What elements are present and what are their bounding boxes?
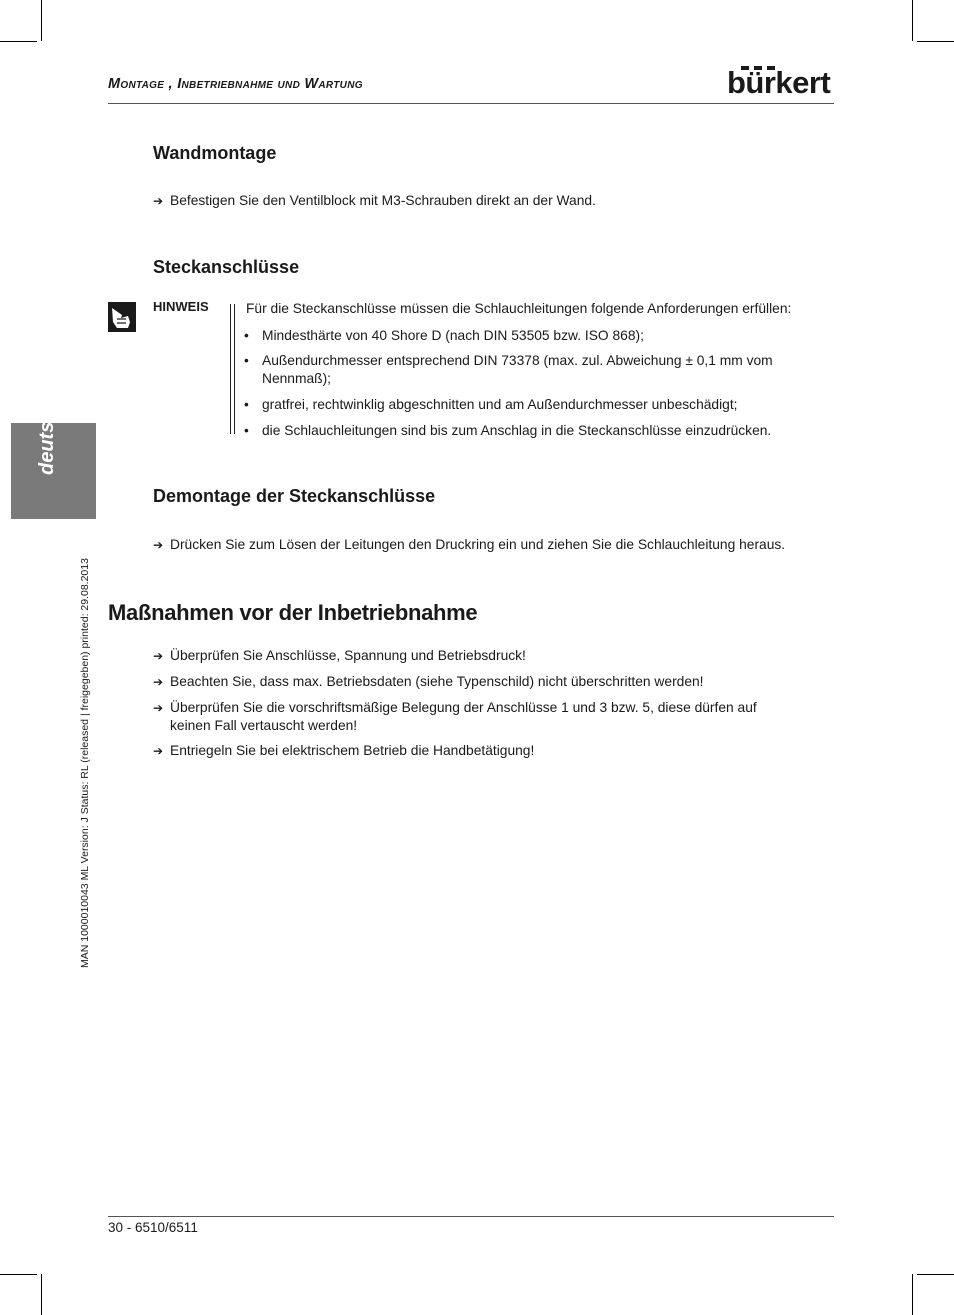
- step-text: Befestigen Sie den Ventilblock mit M3-Schrauben direkt an der Wand.: [170, 193, 596, 208]
- step-item: [153, 742, 534, 760]
- note-divider: [230, 304, 236, 434]
- note-intro: Für die Steckanschlüsse müssen die Schlauchleitungen folgende Anforderungen erfüllen:: [246, 301, 792, 316]
- note-bullet: • die Schlauchleitungen sind bis zum Anschlag in die Steckanschlüsse einzudrücken.: [244, 423, 772, 438]
- page-footer: 30 - 6510/6511: [108, 1220, 198, 1235]
- section-heading-wandmontage: Wandmontage: [153, 143, 277, 163]
- step-item: [153, 536, 785, 554]
- note-bullet: • Außendurchmesser entsprechend DIN 73378 (max. zul. Abweichung ± 0,1 mm vom Nennmaß);: [244, 353, 773, 386]
- step-text: Überprüfen Sie die vorschriftsmäßige Belegung der Anschlüsse 1 und 3 bzw. 5, diese dürfen auf: [170, 700, 757, 715]
- step-text: keinen Fall vertauscht werden!: [170, 718, 358, 733]
- header-rule: [108, 103, 834, 104]
- step-text: Beachten Sie, dass max. Betriebsdaten (siehe Typenschild) nicht überschritten werden!: [170, 674, 704, 689]
- note-bullet: • gratfrei, rechtwinklig abgeschnitten und am Außendurchmesser unbeschädigt;: [244, 397, 738, 412]
- step-item: [153, 673, 704, 691]
- arrow-right-icon: ➔: [153, 701, 164, 715]
- crop-mark: [917, 1274, 954, 1275]
- pointing-hand-icon: [108, 302, 136, 332]
- arrow-right-icon: ➔: [153, 538, 164, 552]
- crop-mark: [41, 0, 42, 41]
- crop-mark: [912, 1274, 913, 1315]
- section-heading-demontage: Demontage der Steckanschlüsse: [153, 486, 436, 506]
- step-item: [153, 699, 757, 735]
- chapter-heading-massnahmen: Maßnahmen vor der Inbetriebnahme: [108, 600, 478, 625]
- note-bullet: • Mindesthärte von 40 Shore D (nach DIN 53505 bzw. ISO 868);: [244, 328, 644, 343]
- note-bullet-text: die Schlauchleitungen sind bis zum Anschlag in die Steckanschlüsse einzudrücken.: [262, 423, 772, 438]
- step-text: Drücken Sie zum Lösen der Leitungen den Druckring ein und ziehen Sie die Schlauchleitung heraus.: [170, 537, 786, 552]
- note-bullet-text: gratfrei, rechtwinklig abgeschnitten und am Außendurchmesser unbeschädigt;: [262, 397, 738, 412]
- section-heading-steckanschluesse: Steckanschlüsse: [153, 257, 300, 277]
- arrow-right-icon: ➔: [153, 194, 164, 208]
- crop-mark: [912, 0, 913, 41]
- note-bullet-text: Nennmaß);: [262, 371, 332, 386]
- crop-mark: [41, 1274, 42, 1315]
- arrow-right-icon: ➔: [153, 649, 164, 663]
- note-bullet-text: Außendurchmesser entsprechend DIN 73378 (max. zul. Abweichung ± 0,1 mm vom: [262, 353, 773, 368]
- logo-text: bürkert: [727, 65, 831, 100]
- crop-mark: [917, 41, 954, 42]
- language-tab-label: deutsch: [36, 398, 58, 475]
- footer-rule: [108, 1216, 834, 1217]
- note-bullet-text: Mindesthärte von 40 Shore D (nach DIN 53505 bzw. ISO 868);: [262, 328, 644, 343]
- crop-mark: [0, 1274, 37, 1275]
- arrow-right-icon: ➔: [153, 744, 164, 758]
- arrow-right-icon: ➔: [153, 675, 164, 689]
- step-item: [153, 647, 526, 665]
- burkert-logo: [727, 66, 835, 100]
- step-item: [153, 192, 596, 210]
- step-text: Überprüfen Sie Anschlüsse, Spannung und Betriebsdruck!: [170, 648, 526, 663]
- note-label: HINWEIS: [153, 299, 209, 314]
- step-text: Entriegeln Sie bei elektrischem Betrieb die Handbetätigung!: [170, 743, 535, 758]
- document-meta: MAN 1000010043 ML Version: J Status: RL (released | freigegeben) printed: 29.08.2013: [79, 558, 91, 968]
- chapter-title: Montage , Inbetriebnahme und Wartung: [108, 76, 363, 92]
- crop-mark: [0, 41, 37, 42]
